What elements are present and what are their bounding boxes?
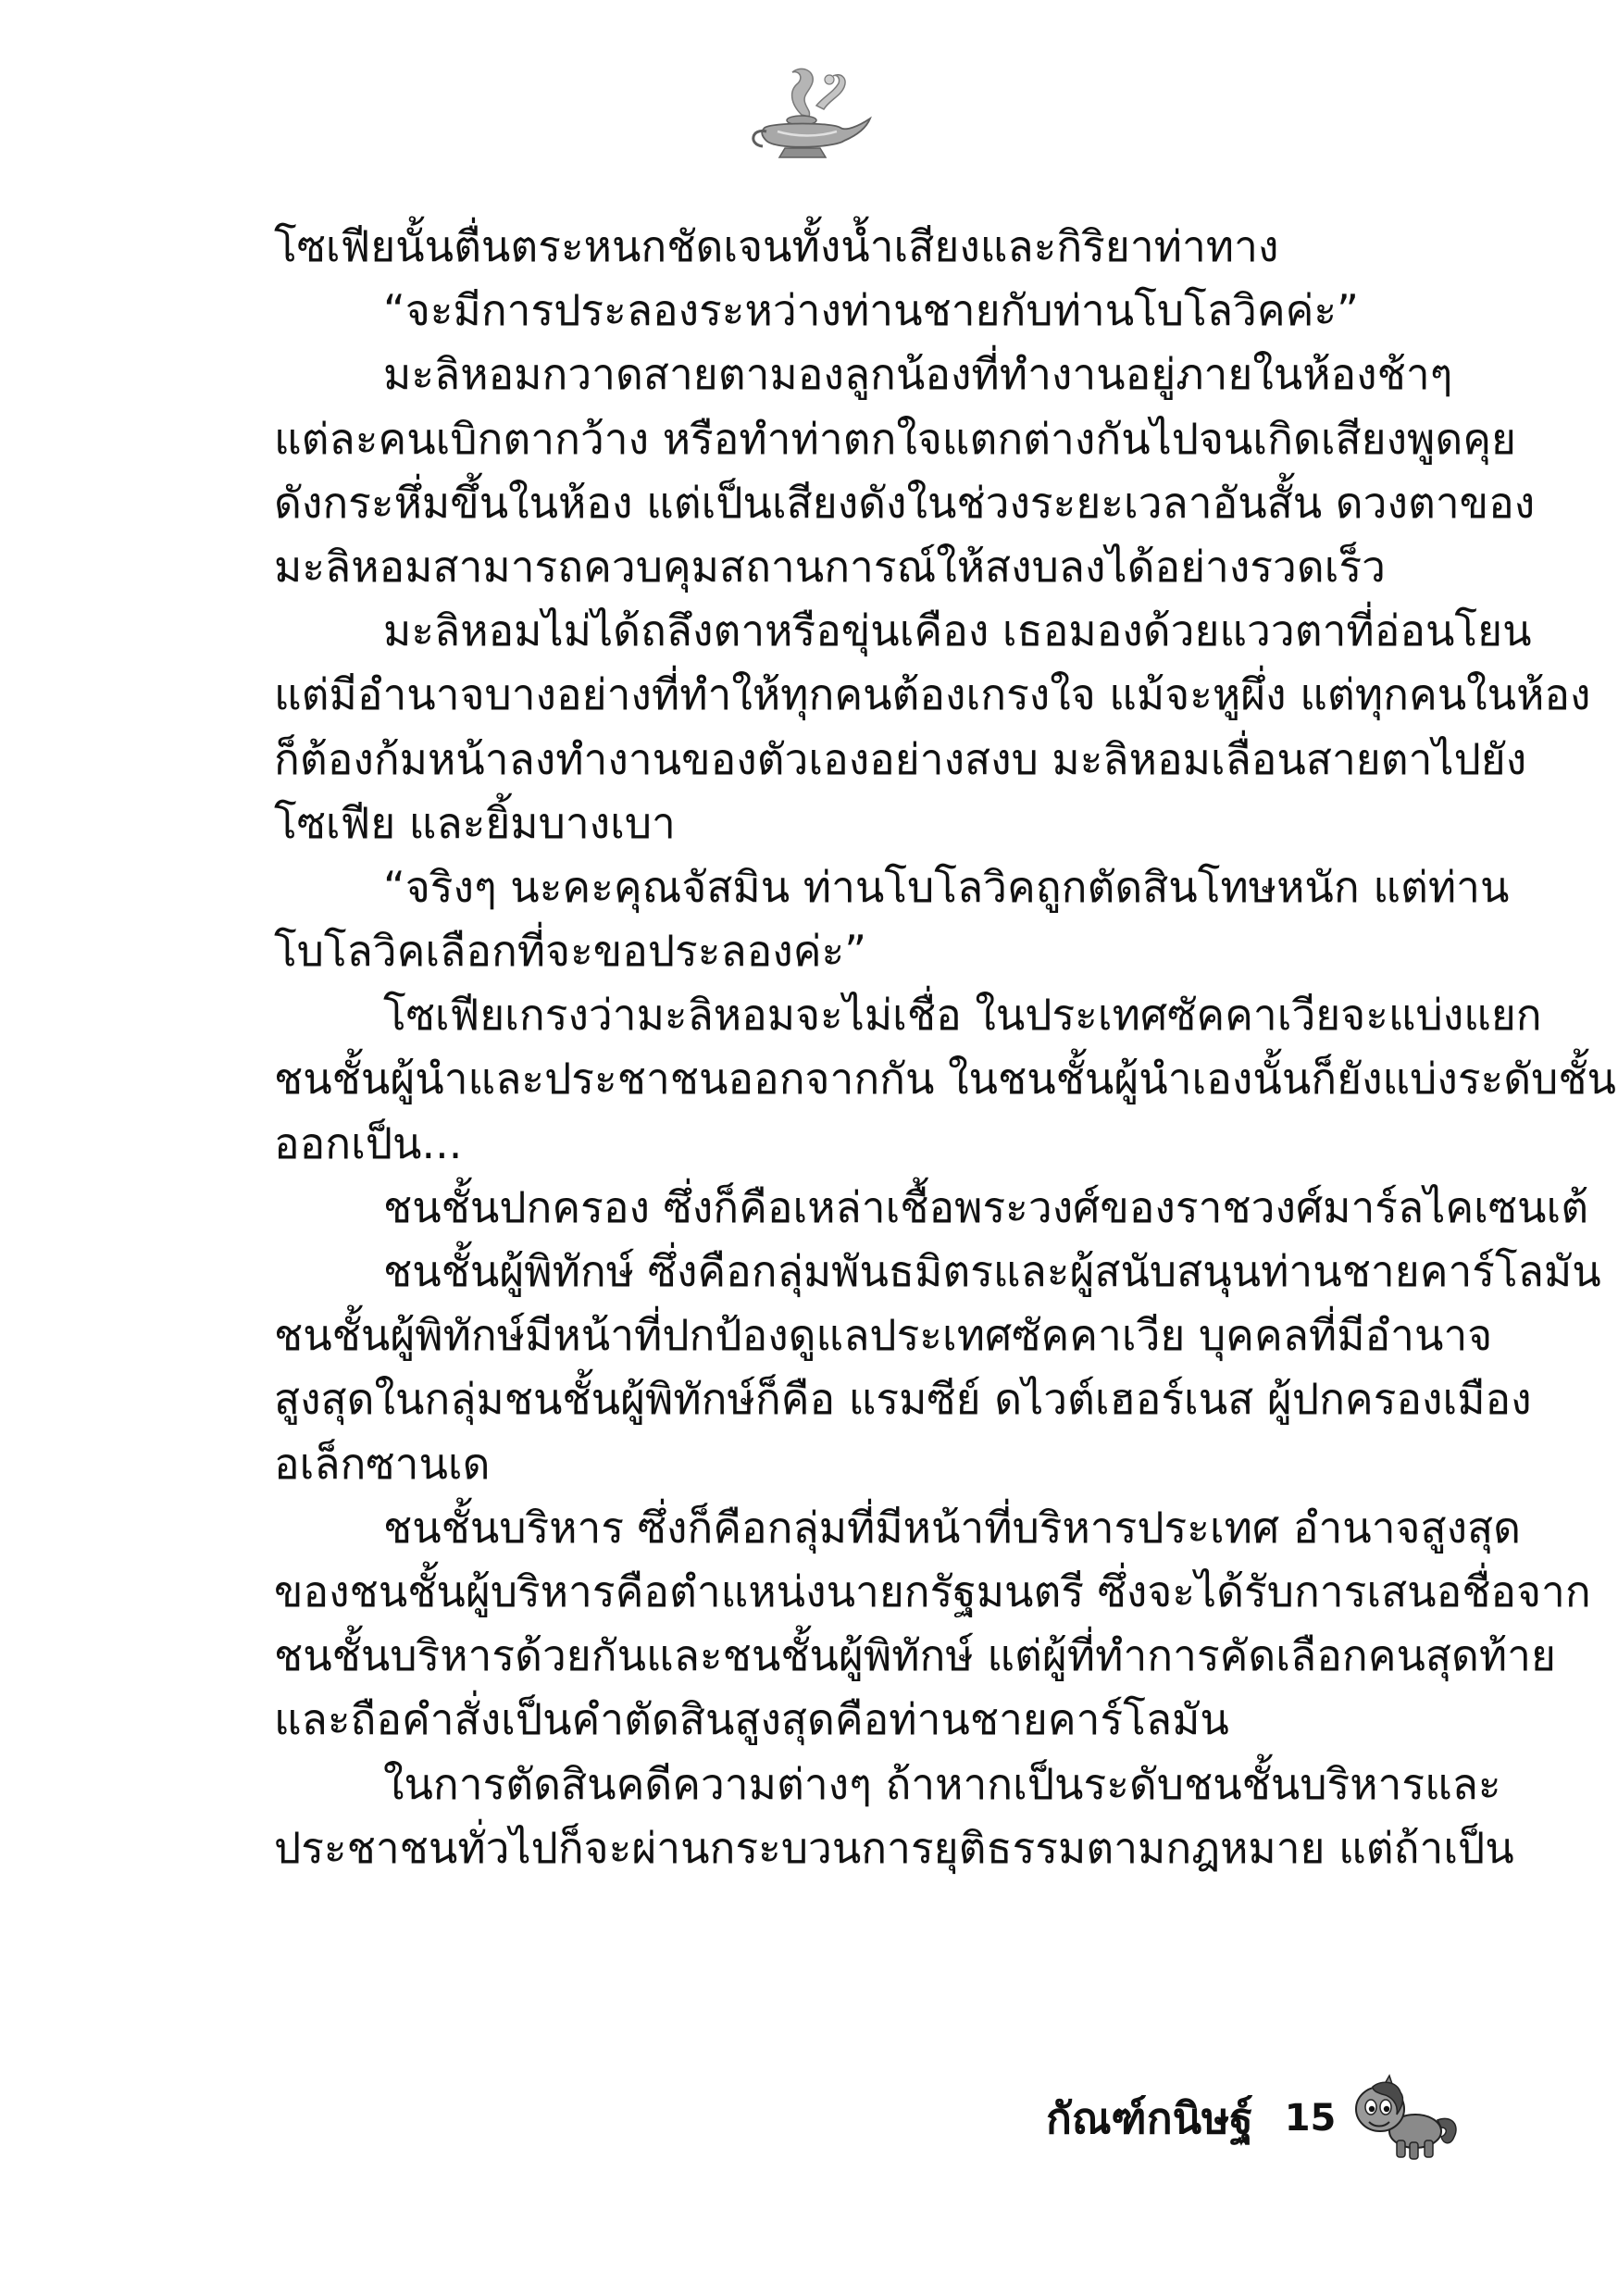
text-line: “จะมีการประลองระหว่างท่านชายกับท่านโบโลวิคค่ะ” xyxy=(383,285,1359,336)
text-line: ชนชั้นผู้พิทักษ์มีหน้าที่ปกป้องดูแลประเทศซัคคาเวีย บุคคลที่มีอำนาจ xyxy=(274,1310,1493,1361)
page-footer xyxy=(1046,2072,1462,2165)
text-line: มะลิหอมสามารถควบคุมสถานการณ์ให้สงบลงได้อย่างรวดเร็ว xyxy=(274,541,1386,592)
pony-mascot-icon xyxy=(1345,2072,1462,2165)
text-line: แต่ละคนเบิกตากว้าง หรือทำท่าตกใจแตกต่างกันไปจนเกิดเสียงพูดคุย xyxy=(274,413,1516,464)
text-line: โซเฟียนั้นตื่นตระหนกชัดเจนทั้งน้ำเสียงและกิริยาท่าทาง xyxy=(274,221,1279,271)
text-line: ก็ต้องก้มหน้าลงทำงานของตัวเองอย่างสงบ มะลิหอมเลื่อนสายตาไปยัง xyxy=(274,733,1527,784)
text-line: ประชาชนทั่วไปก็จะผ่านกระบวนการยุติธรรมตามกฎหมาย แต่ถ้าเป็น xyxy=(274,1822,1514,1873)
text-line: ของชนชั้นผู้บริหารคือตำแหน่งนายกรัฐมนตรี ซึ่งจะได้รับการเสนอชื่อจาก xyxy=(274,1566,1591,1616)
text-line: โบโลวิคเลือกที่จะขอประลองค่ะ” xyxy=(274,926,867,977)
text-line: มะลิหอมกวาดสายตามองลูกน้องที่ทำงานอยู่ภายในห้องช้าๆ xyxy=(383,349,1453,400)
page-number: 15 xyxy=(1284,2097,1337,2140)
text-line: โซเฟีย และยิ้มบางเบา xyxy=(274,797,676,848)
text-line: “จริงๆ นะคะคุณจัสมิน ท่านโบโลวิคถูกตัดสินโทษหนัก แต่ท่าน xyxy=(383,861,1510,912)
text-line: ออกเป็น... xyxy=(274,1117,463,1168)
text-line: และถือคำสั่งเป็นคำตัดสินสูงสุดคือท่านชายคาร์โลมัน xyxy=(274,1694,1229,1745)
text-line: ชนชั้นบริหาร ซึ่งก็คือกลุ่มที่มีหน้าที่บริหารประเทศ อำนาจสูงสุด xyxy=(383,1502,1521,1553)
text-line: สูงสุดในกลุ่มชนชั้นผู้พิทักษ์ก็คือ แรมซีย์ ดไวต์เฮอร์เนส ผู้ปกครองเมือง xyxy=(274,1374,1532,1425)
text-line: ชนชั้นบริหารด้วยกันและชนชั้นผู้พิทักษ์ แต่ผู้ที่ทำการคัดเลือกคนสุดท้าย xyxy=(274,1630,1556,1681)
magic-lamp-icon xyxy=(744,67,874,164)
body-text xyxy=(274,215,1616,1880)
text-line: อเล็กซานเด xyxy=(274,1438,491,1489)
text-line: ดังกระหึ่มขึ้นในห้อง แต่เป็นเสียงดังในช่วงระยะเวลาอันสั้น ดวงตาของ xyxy=(274,477,1536,528)
text-line: ชนชั้นปกครอง ซึ่งก็คือเหล่าเชื้อพระวงศ์ของราชวงศ์มาร์ลไคเซนเต้ xyxy=(383,1181,1589,1232)
book-title: กัณฑ์กนิษฐ์ xyxy=(1046,2092,1253,2143)
text-line: โซเฟียเกรงว่ามะลิหอมจะไม่เชื่อ ในประเทศซัคคาเวียจะแบ่งแยก xyxy=(383,990,1542,1041)
text-line: ในการตัดสินคดีความต่างๆ ถ้าหากเป็นระดับชนชั้นบริหารและ xyxy=(383,1758,1501,1809)
text-line: ชนชั้นผู้นำและประชาชนออกจากกัน ในชนชั้นผู้นำเองนั้นก็ยังแบ่งระดับชั้น xyxy=(274,1054,1616,1104)
text-line: แต่มีอำนาจบางอย่างที่ทำให้ทุกคนต้องเกรงใจ แม้จะหูผึ่ง แต่ทุกคนในห้อง xyxy=(274,669,1591,720)
text-line: มะลิหอมไม่ได้ถลึงตาหรือขุ่นเคือง เธอมองด้วยแววตาที่อ่อนโยน xyxy=(383,605,1532,656)
text-line: ชนชั้นผู้พิทักษ์ ซึ่งคือกลุ่มพันธมิตรและผู้สนับสนุนท่านชายคาร์โลมัน xyxy=(383,1246,1601,1296)
